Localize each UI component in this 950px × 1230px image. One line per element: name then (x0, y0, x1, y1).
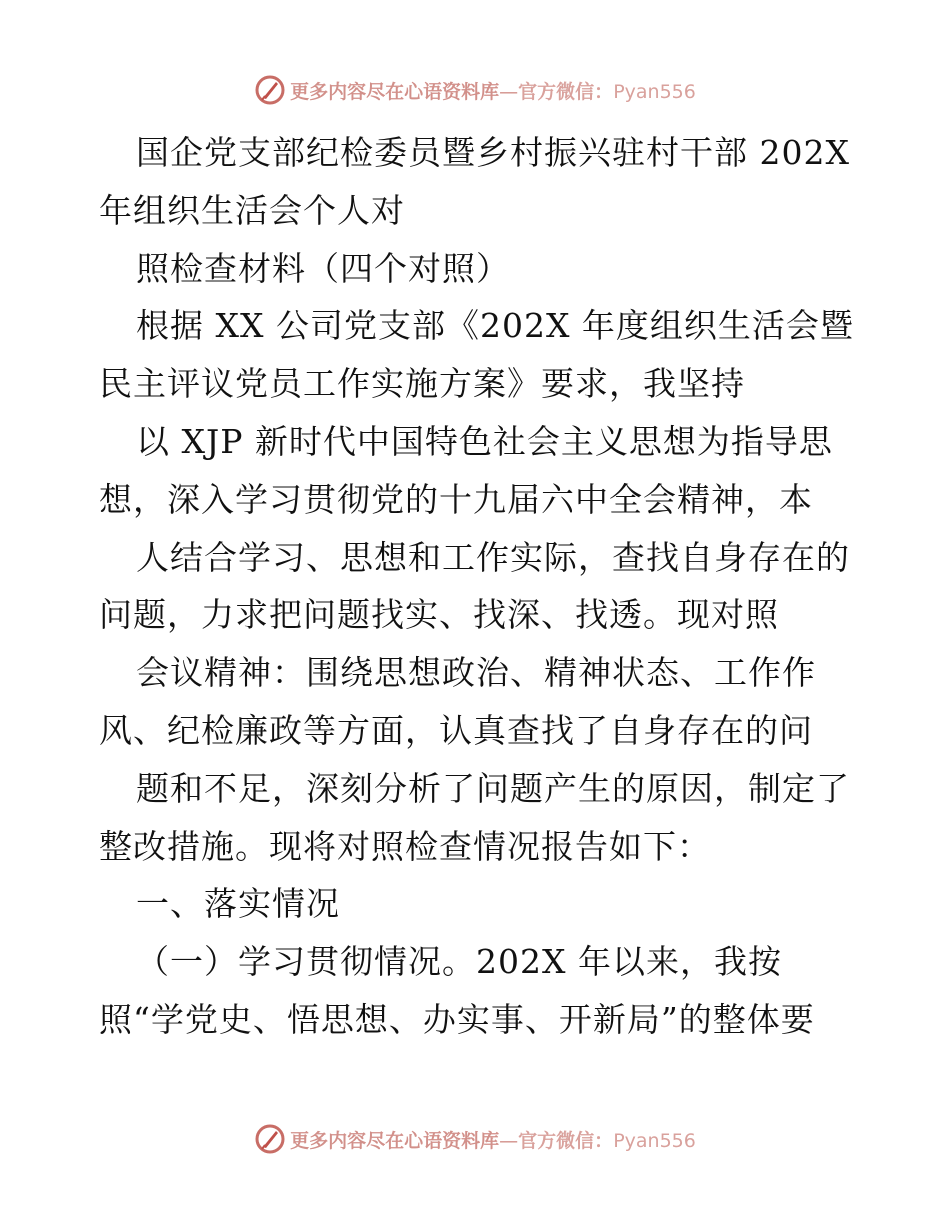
quill-logo-icon (254, 1123, 286, 1155)
document-line: 照“学党史、悟思想、办实事、开新局”的整体要 (99, 999, 815, 1039)
watermark-handle: Pyan556 (613, 80, 696, 103)
document-line: 想，深入学习贯彻党的十九届六中全会精神，本 (99, 479, 813, 519)
document-line: 照检查材料（四个对照） (136, 248, 510, 288)
document-line: 会议精神：围绕思想政治、精神状态、工作作 (136, 653, 816, 693)
document-line: 风、纪检廉政等方面，认真查找了自身存在的问 (99, 710, 813, 750)
watermark-site: 更多内容尽在心语资料库 (290, 1129, 500, 1152)
watermark-site: 更多内容尽在心语资料库 (290, 80, 500, 103)
watermark-separator: — (499, 80, 519, 103)
document-line: 以 XJP 新时代中国特色社会主义思想为指导思 (136, 421, 833, 461)
document-line: 根据 XX 公司党支部《202X 年度组织生活会暨 (136, 306, 854, 346)
document-body (99, 124, 859, 1049)
document-line: 民主评议党员工作实施方案》要求，我坚持 (99, 364, 745, 404)
document-line: 整改措施。现将对照检查情况报告如下： (99, 826, 711, 866)
watermark-handle: Pyan556 (613, 1129, 696, 1152)
document-line: 一、落实情况 (136, 884, 340, 924)
quill-logo-icon (254, 74, 286, 106)
document-line: 问题，力求把问题找实、找深、找透。现对照 (99, 595, 779, 635)
watermark-text (290, 1126, 696, 1153)
watermark-separator: — (499, 1129, 519, 1152)
watermark-text (290, 77, 696, 104)
document-line: 题和不足，深刻分析了问题产生的原因，制定了 (136, 768, 850, 808)
header-watermark (0, 73, 950, 107)
watermark-wechat-label: 官方微信： (518, 1129, 614, 1152)
watermark-wechat-label: 官方微信： (518, 80, 614, 103)
document-line: 年组织生活会个人对 (99, 190, 405, 230)
document-line: （一）学习贯彻情况。202X 年以来，我按 (136, 942, 782, 982)
footer-watermark (0, 1122, 950, 1156)
document-line: 人结合学习、思想和工作实际，查找自身存在的 (136, 537, 850, 577)
document-line: 国企党支部纪检委员暨乡村振兴驻村干部 202X (136, 133, 850, 172)
